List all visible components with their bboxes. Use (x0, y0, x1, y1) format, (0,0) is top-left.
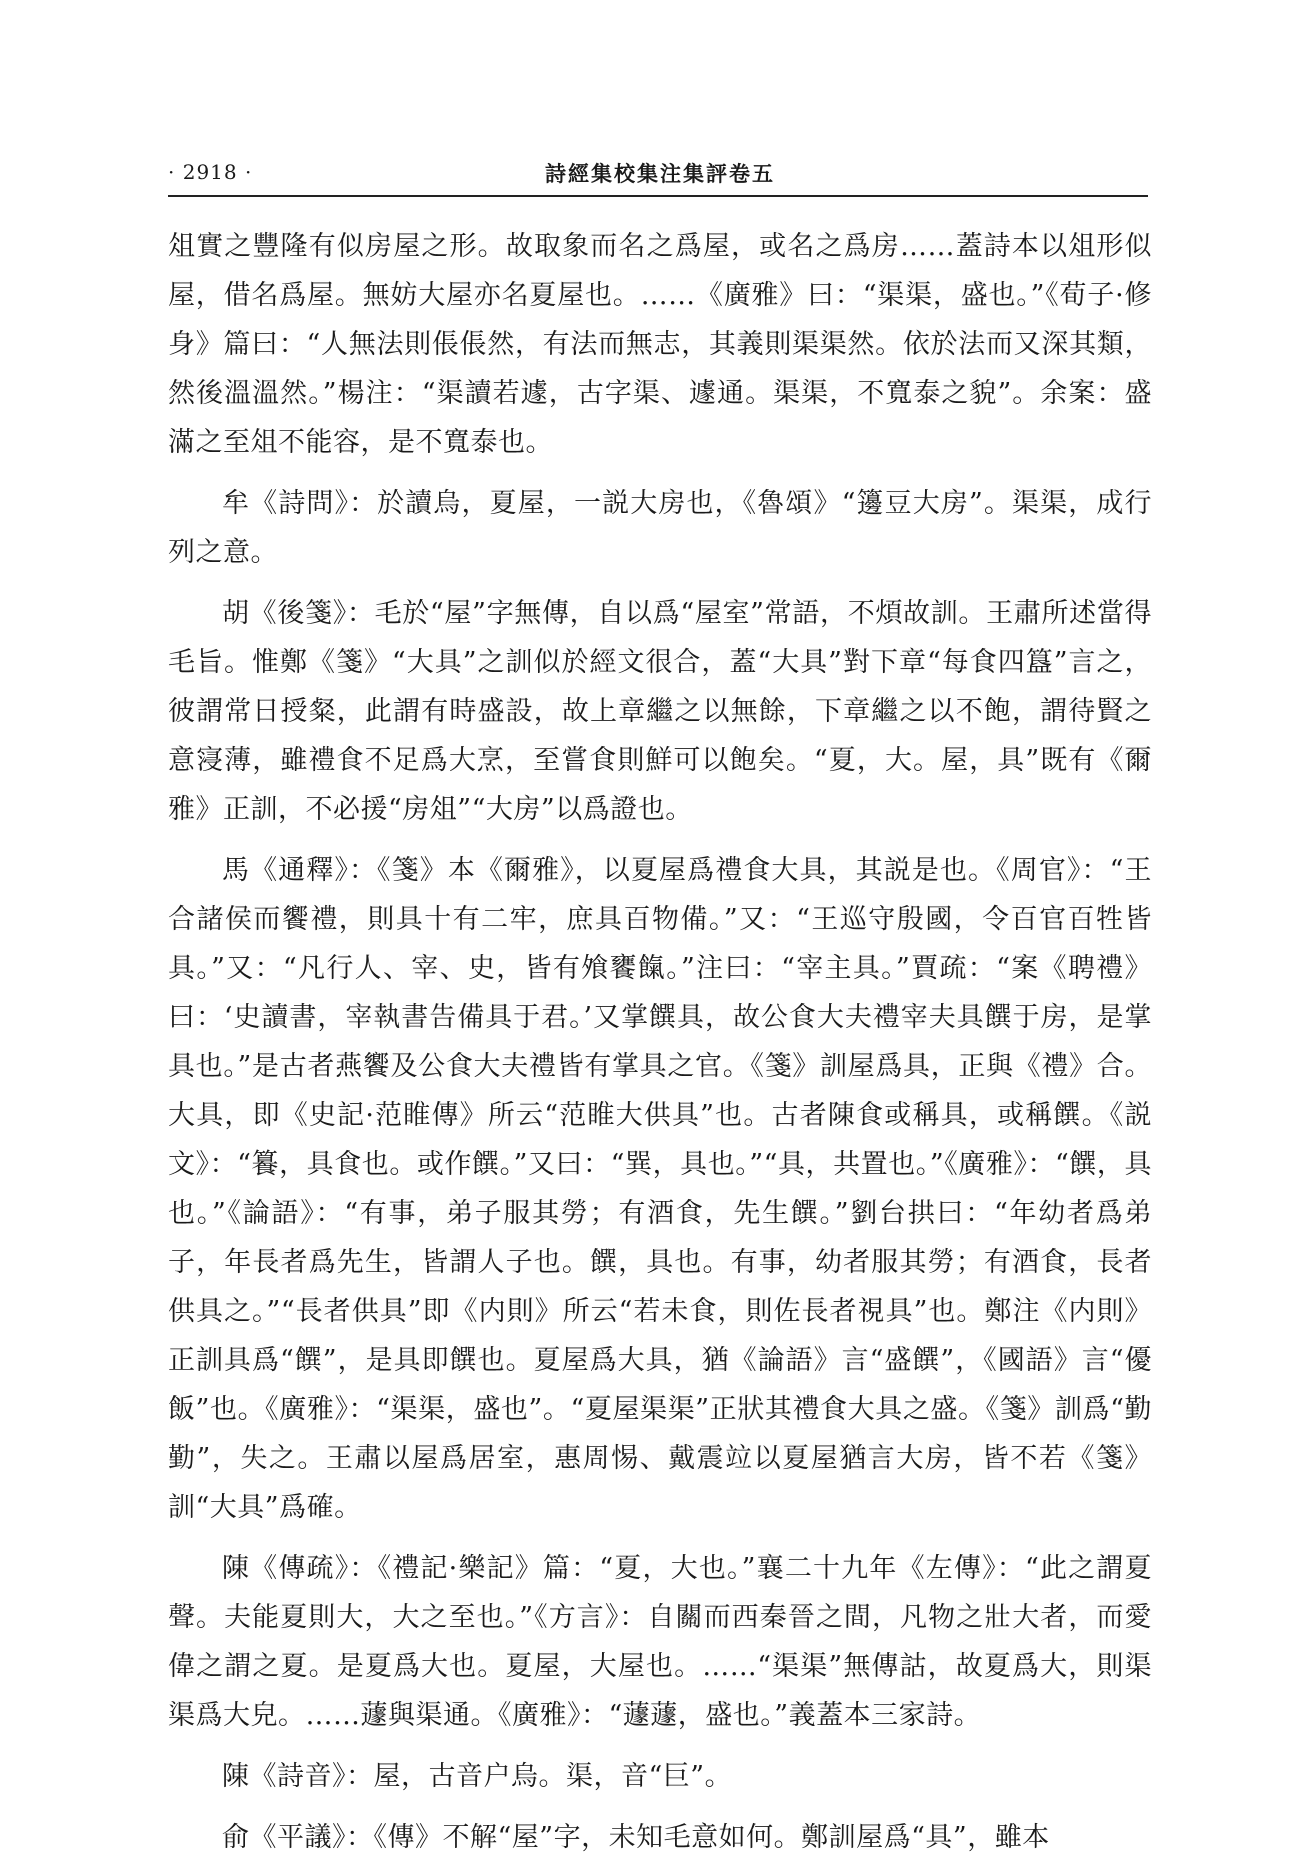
paragraph: 馬《通釋》：《箋》本《爾雅》，以夏屋爲禮食大具，其説是也。《周官》：“王合諸侯而饗禮，則具十有二牢，庶具百物備。”又：“王巡守殷國，令百官百牲皆具。”又：“凡行人、宰、史，皆有飧饔餼。”注曰：“宰主具。”賈疏：“案《聘禮》曰：‘史讀書，宰執書告備具于君。’又掌饌具，故公食大夫禮宰夫具饌于房，是掌具也。”是古者燕饗及公食大夫禮皆有掌具之官。《箋》訓屋爲具，正與《禮》合。大具，即《史記·范睢傳》所云“范睢大供具”也。古者陳食或稱具，或稱饌。《説文》：“籑，具食也。或作饌。”又曰：“巽，具也。”“具，共置也。”《廣雅》：“饌，具也。”《論語》：“有事，弟子服其勞；有酒食，先生饌。”劉台拱曰：“年幼者爲弟子，年長者爲先生，皆謂人子也。饌，具也。有事，幼者服其勞；有酒食，長者供具之。”“長者供具”即《内則》所云“若未食，則佐長者視具”也。鄭注《内則》正訓具爲“饌”，是具即饌也。夏屋爲大具，猶《論語》言“盛饌”，《國語》言“優飯”也。《廣雅》：“渠渠，盛也”。“夏屋渠渠”正狀其禮食大具之盛。《箋》訓爲“勤勤”，失之。王肅以屋爲居室，惠周惕、戴震竝以夏屋猶言大房，皆不若《箋》訓“大具”爲確。 (168, 855, 1152, 1523)
page-number: · 2918 · (168, 160, 253, 184)
paragraph: 陳《傳疏》：《禮記·樂記》篇：“夏，大也。”襄二十九年《左傳》：“此之謂夏聲。夫能夏則大，大之至也。”《方言》：自關而西秦晉之間，凡物之壯大者，而愛偉之謂之夏。是夏爲大也。夏屋，大屋也。……“渠渠”無傳詁，故夏爲大，則渠渠爲大皃。……蘧與渠通。《廣雅》：“蘧蘧，盛也。”義蓋本三家詩。 (168, 1553, 1152, 1731)
header-rule (168, 195, 1148, 197)
paragraph: 胡《後箋》：毛於“屋”字無傳，自以爲“屋室”常語，不煩故訓。王肅所述當得毛旨。惟鄭《箋》“大具”之訓似於經文很合，蓋“大具”對下章“每食四簋”言之，彼謂常日授粲，此謂有時盛設，故上章繼之以無餘，下章繼之以不飽，謂待賢之意寖薄，雖禮食不足爲大烹，至嘗食則鮮可以飽矣。“夏，大。屋，具”既有《爾雅》正訓，不必援“房俎”“大房”以爲證也。 (168, 598, 1152, 825)
paragraph: 俞《平議》：《傳》不解“屋”字，未知毛意如何。鄭訓屋爲“具”，雖本 (222, 1822, 1050, 1853)
paragraph: 陳《詩音》：屋，古音户烏。渠，音“巨”。 (222, 1761, 733, 1792)
paragraph: 俎實之豐隆有似房屋之形。故取象而名之爲屋，或名之爲房……蓋詩本以俎形似屋，借名爲屋。無妨大屋亦名夏屋也。……《廣雅》曰：“渠渠，盛也。”《荀子·修身》篇曰：“人無法則倀倀然，有法而無志，其義則渠渠然。依於法而又深其類，然後溫溫然。”楊注：“渠讀若遽，古字渠、遽通。渠渠，不寬泰之貌”。余案：盛滿之至俎不能容，是不寬泰也。 (168, 231, 1152, 458)
page-header (168, 152, 1152, 192)
running-title: 詩經集校集注集評卷五 (545, 161, 775, 186)
page-body (168, 222, 1152, 1874)
paragraph: 牟《詩問》：於讀烏，夏屋，一説大房也，《魯頌》“籩豆大房”。渠渠，成行列之意。 (168, 488, 1152, 568)
